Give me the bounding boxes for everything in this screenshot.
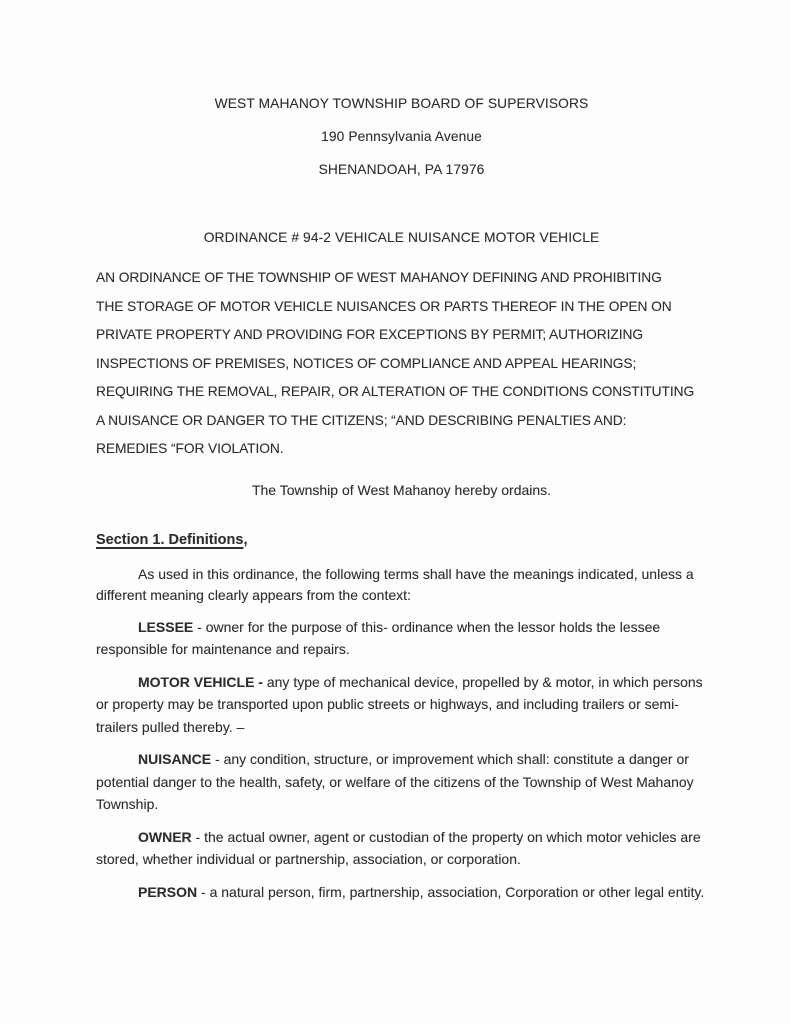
preamble-line: AN ORDINANCE OF THE TOWNSHIP OF WEST MAHANOY DEFINING AND PROHIBITING xyxy=(96,270,662,285)
preamble-line: REQUIRING THE REMOVAL, REPAIR, OR ALTERATION OF THE CONDITIONS CONSTITUTING xyxy=(96,384,695,399)
definition-term-motor-vehicle: MOTOR VEHICLE - xyxy=(138,673,263,690)
definition-term-lessee: LESSEE xyxy=(138,618,194,635)
ordinance-title: ORDINANCE # 94-2 VEHICALE NUISANCE MOTOR VEHICLE xyxy=(203,230,600,245)
preamble-line: A NUISANCE OR DANGER TO THE CITIZENS; “AND DESCRIBING PENALTIES AND: xyxy=(96,412,627,428)
definition-body-motor-vehicle: any type of mechanical device, propelled by & motor, in which persons or property may be transported upon public streets or highways, and including trailers or semi- trailers pulled thereby. – xyxy=(96,673,703,735)
definition-motor-vehicle xyxy=(96,671,707,739)
definition-nuisance xyxy=(96,748,707,816)
organization-address: 190 Pennsylvania Avenue xyxy=(321,129,482,144)
document-header xyxy=(96,94,707,179)
ordinance-preamble xyxy=(96,264,707,464)
preamble-line: REMEDIES “FOR VIOLATION. xyxy=(96,441,284,456)
definition-person xyxy=(96,881,707,904)
preamble-line: THE STORAGE OF MOTOR VEHICLE NUISANCES OR PARTS THEREOF IN THE OPEN ON xyxy=(96,298,672,314)
definition-body-owner: - the actual owner, agent or custodian of the property on which motor vehicles are stored, whether individual or partnership, association, or corporation. xyxy=(96,828,701,867)
definition-term-nuisance: NUISANCE xyxy=(138,751,212,767)
organization-name: WEST MAHANOY TOWNSHIP BOARD OF SUPERVISORS xyxy=(214,96,589,111)
preamble-line: PRIVATE PROPERTY AND PROVIDING FOR EXCEPTIONS BY PERMIT; AUTHORIZING xyxy=(96,327,643,342)
section-1-heading-punctuation: , xyxy=(243,531,248,548)
definitions-intro: As used in this ordinance, the following terms shall have the meanings indicated, unless a different meaning clearly appears from the context: xyxy=(96,565,694,603)
preamble-line: INSPECTIONS OF PREMISES, NOTICES OF COMPLIANCE AND APPEAL HEARINGS; xyxy=(96,355,637,371)
definition-lessee xyxy=(96,616,707,661)
section-1-heading xyxy=(96,530,707,550)
definition-body-nuisance: - any condition, structure, or improvement which shall: constitute a danger or potential danger to the health, safety, or welfare of the citizens of the Township of West Mahanoy Township. xyxy=(96,751,694,812)
definition-owner xyxy=(96,826,707,871)
definition-body-lessee: - owner for the purpose of this- ordinance when the lessor holds the lessee responsible for maintenance and repairs. xyxy=(96,618,661,657)
definition-term-owner: OWNER xyxy=(138,828,192,845)
section-1-heading-text: Section 1. Definitions xyxy=(96,531,244,548)
definition-term-person: PERSON xyxy=(138,883,198,900)
organization-city-state-zip: SHENANDOAH, PA 17976 xyxy=(318,162,485,177)
ordains-clause: The Township of West Mahanoy hereby ordains. xyxy=(251,481,552,498)
definition-body-person: - a natural person, firm, partnership, association, Corporation or other legal entity. xyxy=(197,883,705,900)
